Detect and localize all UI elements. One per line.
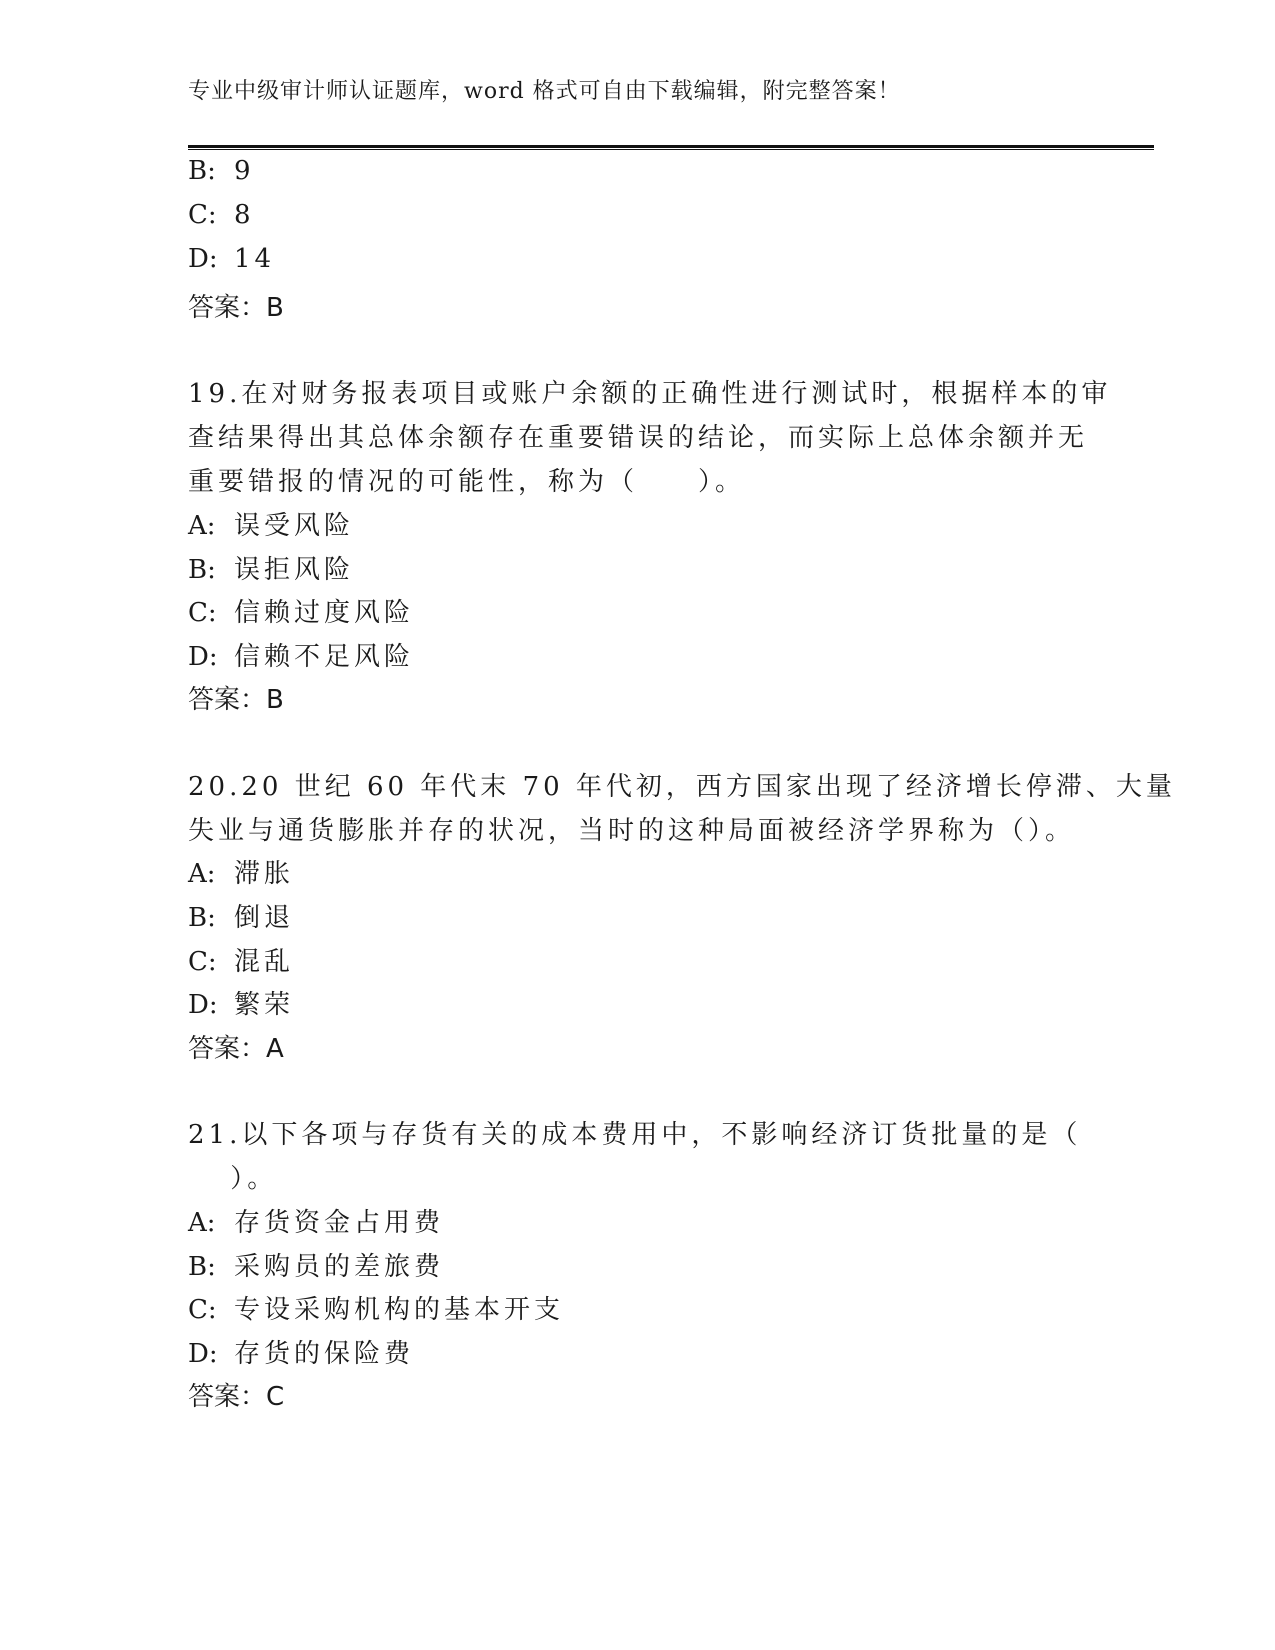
option-text: 存货的保险费: [234, 1339, 415, 1369]
option-letter: D:: [188, 244, 218, 274]
option-text: 9: [234, 156, 255, 186]
option-line: [188, 636, 414, 673]
option-text: 8: [234, 200, 255, 230]
question-text-line: 20.20 世纪 60 年代末 70 年代初，西方国家出现了经济增长停滞、大量: [188, 772, 1176, 802]
option-letter: B:: [188, 1252, 216, 1282]
option-line: [188, 200, 255, 230]
option-letter: C:: [188, 1295, 217, 1325]
option-text: 倒退: [234, 903, 295, 933]
question-text-line: ）。: [188, 1164, 278, 1194]
header-divider: [188, 145, 1154, 150]
option-text: 专设采购机构的基本开支: [234, 1295, 565, 1325]
question-text-line: 19.在对财务报表项目或账户余额的正确性进行测试时，根据样本的审: [188, 379, 1112, 409]
answer-line: 答案：A: [188, 1034, 284, 1064]
option-text: 信赖不足风险: [234, 642, 415, 672]
option-line: [188, 1246, 444, 1283]
option-line: [188, 549, 354, 586]
option-text: 滞胀: [234, 859, 295, 889]
option-letter: B:: [188, 903, 216, 933]
option-line: [188, 592, 414, 629]
option-letter: C:: [188, 947, 217, 977]
option-line: [188, 1289, 564, 1326]
option-text: 繁荣: [234, 990, 295, 1020]
question-text-line: 重要错报的情况的可能性，称为（ ）。: [188, 467, 746, 497]
option-line: [188, 156, 255, 186]
option-letter: C:: [188, 200, 217, 230]
option-text: 信赖过度风险: [234, 598, 415, 628]
option-line: [188, 1333, 414, 1370]
option-line: [188, 1202, 444, 1239]
option-letter: C:: [188, 598, 217, 628]
question-text-line: 失业与通货膨胀并存的状况，当时的这种局面被经济学界称为（）。: [188, 816, 1076, 846]
option-letter: D:: [188, 1339, 218, 1369]
answer-line: 答案：B: [188, 293, 284, 323]
option-letter: A:: [188, 859, 216, 889]
option-text: 存货资金占用费: [234, 1208, 445, 1238]
option-line: [188, 941, 294, 978]
option-letter: D:: [188, 990, 218, 1020]
option-letter: A:: [188, 1208, 216, 1238]
option-text: 采购员的差旅费: [234, 1252, 445, 1282]
option-text: 混乱: [234, 947, 295, 977]
option-letter: B:: [188, 555, 216, 585]
question-text-line: 查结果得出其总体余额存在重要错误的结论，而实际上总体余额并无: [188, 423, 1089, 453]
option-letter: B:: [188, 156, 216, 186]
answer-line: 答案：C: [188, 1382, 285, 1412]
option-line: [188, 505, 354, 542]
option-text: 14: [234, 244, 276, 274]
question-text-line: 21.以下各项与存货有关的成本费用中，不影响经济订货批量的是（: [188, 1120, 1082, 1150]
page-header: 专业中级审计师认证题库，word 格式可自由下载编辑，附完整答案！: [188, 79, 901, 104]
option-letter: A:: [188, 511, 216, 541]
answer-line: 答案：B: [188, 685, 284, 715]
option-line: [188, 853, 294, 890]
option-line: [188, 984, 294, 1021]
option-text: 误拒风险: [234, 555, 355, 585]
option-text: 误受风险: [234, 511, 355, 541]
option-line: [188, 244, 275, 274]
option-letter: D:: [188, 642, 218, 672]
option-line: [188, 897, 294, 934]
